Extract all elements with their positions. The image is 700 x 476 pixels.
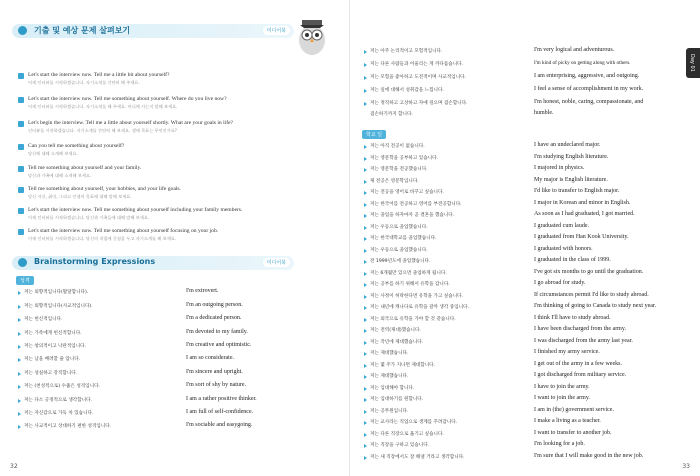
expression-row bbox=[364, 339, 684, 349]
arrow-icon bbox=[18, 358, 21, 362]
arrow-icon bbox=[364, 387, 367, 391]
expression-row bbox=[364, 155, 684, 165]
expression-row bbox=[364, 327, 684, 337]
arrow-icon bbox=[18, 318, 21, 322]
arrow-icon bbox=[364, 180, 367, 184]
arrow-icon bbox=[18, 412, 21, 416]
expression-en: I go abroad for study. bbox=[534, 280, 586, 286]
expression-ko: 전 1999년도에 졸업했습니다. bbox=[370, 259, 431, 264]
section-tag: 미디어북 bbox=[263, 26, 290, 35]
expression-ko: 저는 남을 배려할 줄 압니다. bbox=[24, 357, 81, 362]
expression-ko: 저는 6개월만 있으면 졸업하게 됩니다. bbox=[370, 270, 447, 276]
arrow-icon bbox=[364, 272, 367, 276]
expression-en: I'm an outgoing person. bbox=[186, 302, 243, 308]
arrow-icon bbox=[18, 305, 21, 309]
expression-row bbox=[364, 166, 684, 176]
expression-en: I was discharged from the army last year. bbox=[534, 337, 633, 344]
arrow-icon bbox=[18, 385, 21, 389]
arrow-icon bbox=[18, 345, 21, 349]
expression-ko: 저는 입대해야 합니다. bbox=[370, 385, 415, 391]
expression-ko: 저는 몇 주가 지나면 제대합니다. bbox=[370, 362, 435, 368]
expression-en: I majored in physics. bbox=[534, 165, 585, 171]
arrow-icon bbox=[364, 433, 367, 437]
expression-en: I am full of self-confidence. bbox=[186, 409, 254, 415]
expression-ko: 저는 일에 대해서 성취감을 느낍니다. bbox=[370, 88, 444, 93]
expression-en: I get out of the army in a few weeks. bbox=[534, 360, 622, 367]
arrow-icon bbox=[18, 425, 21, 429]
expression-row bbox=[364, 178, 684, 188]
expression-row bbox=[18, 303, 338, 313]
arrow-icon bbox=[18, 291, 21, 295]
expression-ko: 저는 우등으로 졸업했습니다. bbox=[370, 247, 428, 253]
expression-ko: 저는 정직하고 고상하고 자애 깊으며 겸손합니다. bbox=[370, 101, 468, 106]
expression-row bbox=[364, 373, 684, 383]
question-en: Let's start the interview now. Tell me something about yourself focusing on your job. bbox=[28, 228, 219, 234]
question-ko: 당신 자신, 취미, 그리고 인생의 목표에 대해 말해 보세요. bbox=[28, 194, 132, 199]
question-en: Let's start the interview now. Tell me a little bit about yourself? bbox=[28, 72, 170, 78]
day-tab bbox=[686, 48, 700, 78]
question-icon bbox=[18, 187, 24, 193]
expression-row bbox=[364, 100, 684, 110]
expression-ko: 저는 아직 전공이 없습니다. bbox=[370, 144, 425, 149]
expression-row bbox=[364, 143, 684, 153]
expression-row bbox=[364, 247, 684, 257]
question-ko: 인터뷰를 시작하겠습니다. 자기소개를 간단히 해 보세요. 생애 목표는 무엇인가요? bbox=[28, 128, 178, 133]
expression-ko: 저는 (천성적으로) 수줍은 성격입니다. bbox=[24, 384, 100, 389]
expression-en: I think I'll have to study abroad. bbox=[534, 314, 611, 321]
bullet-icon bbox=[18, 258, 27, 267]
expression-ko: 저는 다소 긍정적으로 생각합니다. bbox=[24, 398, 92, 403]
expression-ko: 저는 영문학을 공부하고 있습니다. bbox=[370, 155, 438, 161]
expression-row bbox=[364, 316, 684, 326]
arrow-icon bbox=[364, 102, 367, 106]
expression-row bbox=[364, 385, 684, 395]
expression-en: I got discharged from military service. bbox=[534, 372, 627, 378]
arrow-icon bbox=[364, 295, 367, 299]
expression-ko: 저는 교사라는 직업으로 생계를 꾸려갑니다. bbox=[370, 420, 458, 425]
expression-row bbox=[364, 270, 684, 280]
arrow-icon bbox=[18, 399, 21, 403]
expression-ko: 저는 사정이 허락한다면 유학을 가고 싶습니다. bbox=[370, 293, 464, 299]
expression-ko: 저는 제대했습니다. bbox=[370, 351, 409, 356]
expression-row bbox=[364, 48, 684, 58]
expression-ko: 저는 전공을 영어로 바꾸고 싶습니다. bbox=[370, 190, 444, 195]
section-tag: 미디어북 bbox=[263, 258, 290, 267]
arrow-icon bbox=[364, 157, 367, 161]
arrow-icon bbox=[364, 168, 367, 172]
expression-row bbox=[18, 410, 338, 420]
category-tag-school: 학교 일 bbox=[362, 130, 386, 139]
expression-en: I'm honest, noble, caring, compassionate, and bbox=[534, 99, 644, 105]
expression-row bbox=[364, 258, 684, 268]
expression-ko: 저는 모험을 좋아하고 도전적이며 사교적입니다. bbox=[370, 75, 467, 80]
question-icon bbox=[18, 73, 24, 79]
arrow-icon bbox=[364, 191, 367, 195]
expression-row bbox=[364, 362, 684, 372]
expression-ko: 저는 직장을 구하고 있습니다. bbox=[370, 443, 430, 448]
expression-ko: 저는 한국대학교를 졸업했습니다. bbox=[370, 236, 437, 241]
expression-en: humble. bbox=[534, 110, 554, 116]
expression-ko: 저는 다른 사람들과 어울리는 게 까다롭습니다. bbox=[370, 62, 464, 67]
arrow-icon bbox=[364, 318, 367, 322]
expression-en: I'm looking for a job. bbox=[534, 441, 585, 447]
expression-ko: 저는 외국으로 유학을 가야 할 것 같습니다. bbox=[370, 316, 456, 322]
expression-ko: 저는 창의적이고 낙관적입니다. bbox=[24, 344, 87, 349]
question-en: Tell me something about yourself, your hobbies, and your life goals. bbox=[28, 186, 181, 192]
question-en: Can you tell me something about yourself? bbox=[28, 143, 125, 149]
expression-ko: 저는 가족에게 헌신적합니다. bbox=[24, 331, 82, 336]
expression-row bbox=[364, 224, 684, 234]
expression-en: I major in Korean and minor in English. bbox=[534, 199, 631, 206]
arrow-icon bbox=[364, 214, 367, 218]
expression-en: My major is English literature. bbox=[534, 176, 608, 183]
question-ko: 당신과 가족에 대해 소개해 보세요. bbox=[28, 173, 92, 178]
expression-ko: 저는 새 직장에서도 잘 해낼 거라고 생각합니다. bbox=[370, 454, 465, 460]
expression-row bbox=[364, 189, 684, 199]
arrow-icon bbox=[364, 329, 367, 333]
expression-en: I have an undeclared major. bbox=[534, 142, 601, 148]
arrow-icon bbox=[364, 352, 367, 356]
arrow-icon bbox=[364, 203, 367, 207]
expression-row bbox=[18, 316, 338, 326]
expression-row bbox=[364, 454, 684, 464]
arrow-icon bbox=[364, 237, 367, 241]
expression-en: I graduated with honors. bbox=[534, 245, 593, 252]
right-page bbox=[350, 0, 700, 476]
expression-en: I'm devoted to my family. bbox=[186, 329, 248, 335]
expression-en: I'm sort of shy by nature. bbox=[186, 382, 247, 388]
arrow-icon bbox=[364, 444, 367, 448]
expression-en: I'm extrovert. bbox=[186, 288, 219, 294]
expression-ko: 저는 우등으로 졸업했습니다. bbox=[370, 224, 428, 230]
expression-en: As soon as I had graduated, I got married. bbox=[534, 211, 635, 217]
expression-en: I have been discharged from the army. bbox=[534, 326, 626, 332]
expression-en: I'm sure that I will make good in the new job. bbox=[534, 452, 644, 459]
arrow-icon bbox=[364, 410, 367, 414]
expression-row bbox=[18, 383, 338, 393]
expression-row bbox=[18, 343, 338, 353]
bullet-icon bbox=[18, 26, 27, 35]
expression-row bbox=[18, 423, 338, 433]
expression-ko: 저는 성실하고 강직합니다. bbox=[24, 371, 78, 376]
expression-row bbox=[18, 330, 338, 340]
expression-ko: 제 전공은 영문학입니다. bbox=[370, 178, 419, 184]
expression-row bbox=[18, 397, 338, 407]
arrow-icon bbox=[18, 372, 21, 376]
expression-row bbox=[364, 74, 684, 84]
expression-en: I'm kind of picky on getting along with others. bbox=[534, 60, 631, 66]
expression-row bbox=[364, 281, 684, 291]
expression-row bbox=[18, 356, 338, 366]
expression-en: I'm sincere and upright. bbox=[186, 369, 243, 375]
expression-en: I'm studying English literature. bbox=[534, 153, 609, 160]
expression-en: If circumstances permit I'd like to study abroad. bbox=[534, 291, 649, 298]
expression-ko: 저는 아주 논리적이고 모험적입니다. bbox=[370, 49, 443, 54]
expression-ko: 저는 졸업을 하자마자 곧 결혼을 했습니다. bbox=[370, 213, 455, 218]
expression-ko: 저는 다른 직장으로 옮기고 싶습니다. bbox=[370, 431, 444, 437]
day-label: Day 01 bbox=[689, 54, 695, 72]
expression-en: I want to transfer to another job. bbox=[534, 429, 612, 436]
section-header-past-questions bbox=[12, 24, 294, 38]
expression-ko: 저는 내년에 캐나다로 유학을 갈까 생각 중입니다. bbox=[370, 305, 469, 310]
expression-row bbox=[18, 370, 338, 380]
question-icon bbox=[18, 121, 24, 127]
expression-row bbox=[364, 235, 684, 245]
expression-en: I'm a dedicated person. bbox=[186, 315, 242, 321]
arrow-icon bbox=[364, 456, 367, 460]
expression-ko: 저는 작년에 제대했습니다. bbox=[370, 339, 424, 345]
expression-en: I feel a sense of accomplishment in my work. bbox=[534, 86, 644, 92]
expression-row bbox=[364, 431, 684, 441]
expression-ko: 저는 헌신적입니다. bbox=[24, 317, 63, 322]
arrow-icon bbox=[364, 145, 367, 149]
expression-row bbox=[364, 408, 684, 418]
expression-ko: 저는 외향적입니다(사교적입니다). bbox=[24, 304, 93, 309]
arrow-icon bbox=[364, 89, 367, 93]
question-en: Let's start the interview now. Tell me something about yourself. Where do you live now? bbox=[28, 96, 227, 102]
arrow-icon bbox=[18, 332, 21, 336]
expression-row bbox=[18, 289, 338, 299]
expression-en: I am so considerate. bbox=[186, 355, 234, 361]
arrow-icon bbox=[364, 341, 367, 345]
arrow-icon bbox=[364, 375, 367, 379]
expression-ko: 저는 공부를 하기 위해서 유학을 갑니다. bbox=[370, 282, 450, 287]
expression-en: I'd like to transfer to English major. bbox=[534, 188, 620, 194]
arrow-icon bbox=[364, 283, 367, 287]
expression-row bbox=[364, 87, 684, 97]
expression-en: I'm creative and optimistic. bbox=[186, 342, 252, 348]
expression-row bbox=[364, 304, 684, 314]
expression-en: I'm very logical and adventurous. bbox=[534, 47, 615, 53]
arrow-icon bbox=[364, 50, 367, 54]
expression-ko: 저는 자신감으로 가득 차 있습니다. bbox=[24, 411, 94, 416]
owl-mascot-icon bbox=[290, 14, 334, 58]
question-en: Let's begin the interview. Tell me a little about yourself shortly. What are your goals in life? bbox=[28, 120, 234, 126]
arrow-icon bbox=[364, 76, 367, 80]
expression-en: I'm thinking of going to Canada to study next year. bbox=[534, 303, 657, 309]
question-ko: 이제 인터뷰를 시작하겠습니다. 자기소개를 간단히 해 주세요. bbox=[28, 80, 140, 85]
arrow-icon bbox=[364, 364, 367, 368]
expression-ko: 저는 제대했습니다. bbox=[370, 374, 409, 379]
expression-en: I am enterprising, aggressive, and outgoing. bbox=[534, 73, 640, 79]
page-number: 32 bbox=[10, 463, 18, 470]
question-icon bbox=[18, 166, 24, 172]
page-number: 33 bbox=[682, 463, 690, 470]
expression-row bbox=[364, 419, 684, 429]
question-icon bbox=[18, 144, 24, 150]
expression-en: I graduated from Han Kook University. bbox=[534, 234, 629, 240]
expression-ko: 저는 입대하기를 원합니다. bbox=[370, 397, 424, 402]
expression-ko: 겸손하기까지 합니다. bbox=[370, 112, 413, 117]
section-title: 기출 및 예상 문제 살펴보기 bbox=[34, 26, 131, 35]
expression-row bbox=[364, 111, 684, 121]
expression-ko: 저는 전역(제대)했습니다. bbox=[370, 328, 421, 333]
expression-en: I am in (the) government service. bbox=[534, 406, 614, 413]
arrow-icon bbox=[364, 249, 367, 253]
arrow-icon bbox=[364, 226, 367, 230]
question-icon bbox=[18, 97, 24, 103]
question-ko: 이제 인터뷰를 시작하겠습니다. 자기소개를 해 주세요. 어디에 사는지 말해 보세요. bbox=[28, 104, 178, 109]
arrow-icon bbox=[364, 306, 367, 310]
question-ko: 당신에 대해 소개해 보세요. bbox=[28, 151, 78, 156]
arrow-icon bbox=[364, 421, 367, 425]
expression-row bbox=[364, 293, 684, 303]
expression-en: I've got six months to go until the graduation. bbox=[534, 268, 644, 275]
expression-en: I make a living as a teacher. bbox=[534, 418, 601, 424]
expression-row bbox=[364, 201, 684, 211]
arrow-icon bbox=[364, 398, 367, 402]
expression-row bbox=[364, 212, 684, 222]
expression-row bbox=[364, 61, 684, 71]
question-en: Tell me something about yourself and your family. bbox=[28, 165, 142, 171]
expression-en: I graduated cum laude. bbox=[534, 222, 589, 229]
expression-row bbox=[364, 396, 684, 406]
expression-en: I want to join the army. bbox=[534, 395, 590, 401]
arrow-icon bbox=[364, 260, 367, 264]
expression-en: I'm sociable and easygoing. bbox=[186, 422, 253, 428]
question-icon bbox=[18, 208, 24, 214]
expression-en: I graduated in the class of 1999. bbox=[534, 257, 611, 263]
section-header-brainstorming bbox=[12, 256, 294, 270]
category-tag-personality: 성격 bbox=[16, 276, 34, 285]
expression-en: I finished my army service. bbox=[534, 349, 600, 355]
expression-row bbox=[364, 442, 684, 452]
arrow-icon bbox=[364, 63, 367, 67]
section-title: Brainstorming Expressions bbox=[34, 257, 156, 266]
expression-row bbox=[364, 350, 684, 360]
expression-ko: 저는 공무원입니다. bbox=[370, 408, 409, 414]
expression-ko: 저는 사교적이고 상대하기 편한 성격입니다. bbox=[24, 424, 112, 429]
question-icon bbox=[18, 229, 24, 235]
question-ko: 이제 인터뷰를 시작하겠습니다. 당신의 직업에 중점을 두고 자기소개를 해 보세요. bbox=[28, 236, 177, 241]
question-ko: 이제 인터뷰를 시작하겠습니다. 당신과 가족들에 대해 말해 보세요. bbox=[28, 215, 150, 220]
question-en: Let's start the interview now. Tell me something about yourself including your family members. bbox=[28, 207, 243, 213]
expression-ko: 저는 외향적입니다(활달합니다). bbox=[24, 290, 89, 295]
expression-en: I have to join the army. bbox=[534, 383, 590, 390]
expression-en: I am a rather positive thinker. bbox=[186, 396, 257, 402]
expression-ko: 저는 영문학을 전공했습니다. bbox=[370, 167, 428, 172]
expression-ko: 저는 한국어를 전공하고 영어를 부전공합니다. bbox=[370, 201, 462, 207]
